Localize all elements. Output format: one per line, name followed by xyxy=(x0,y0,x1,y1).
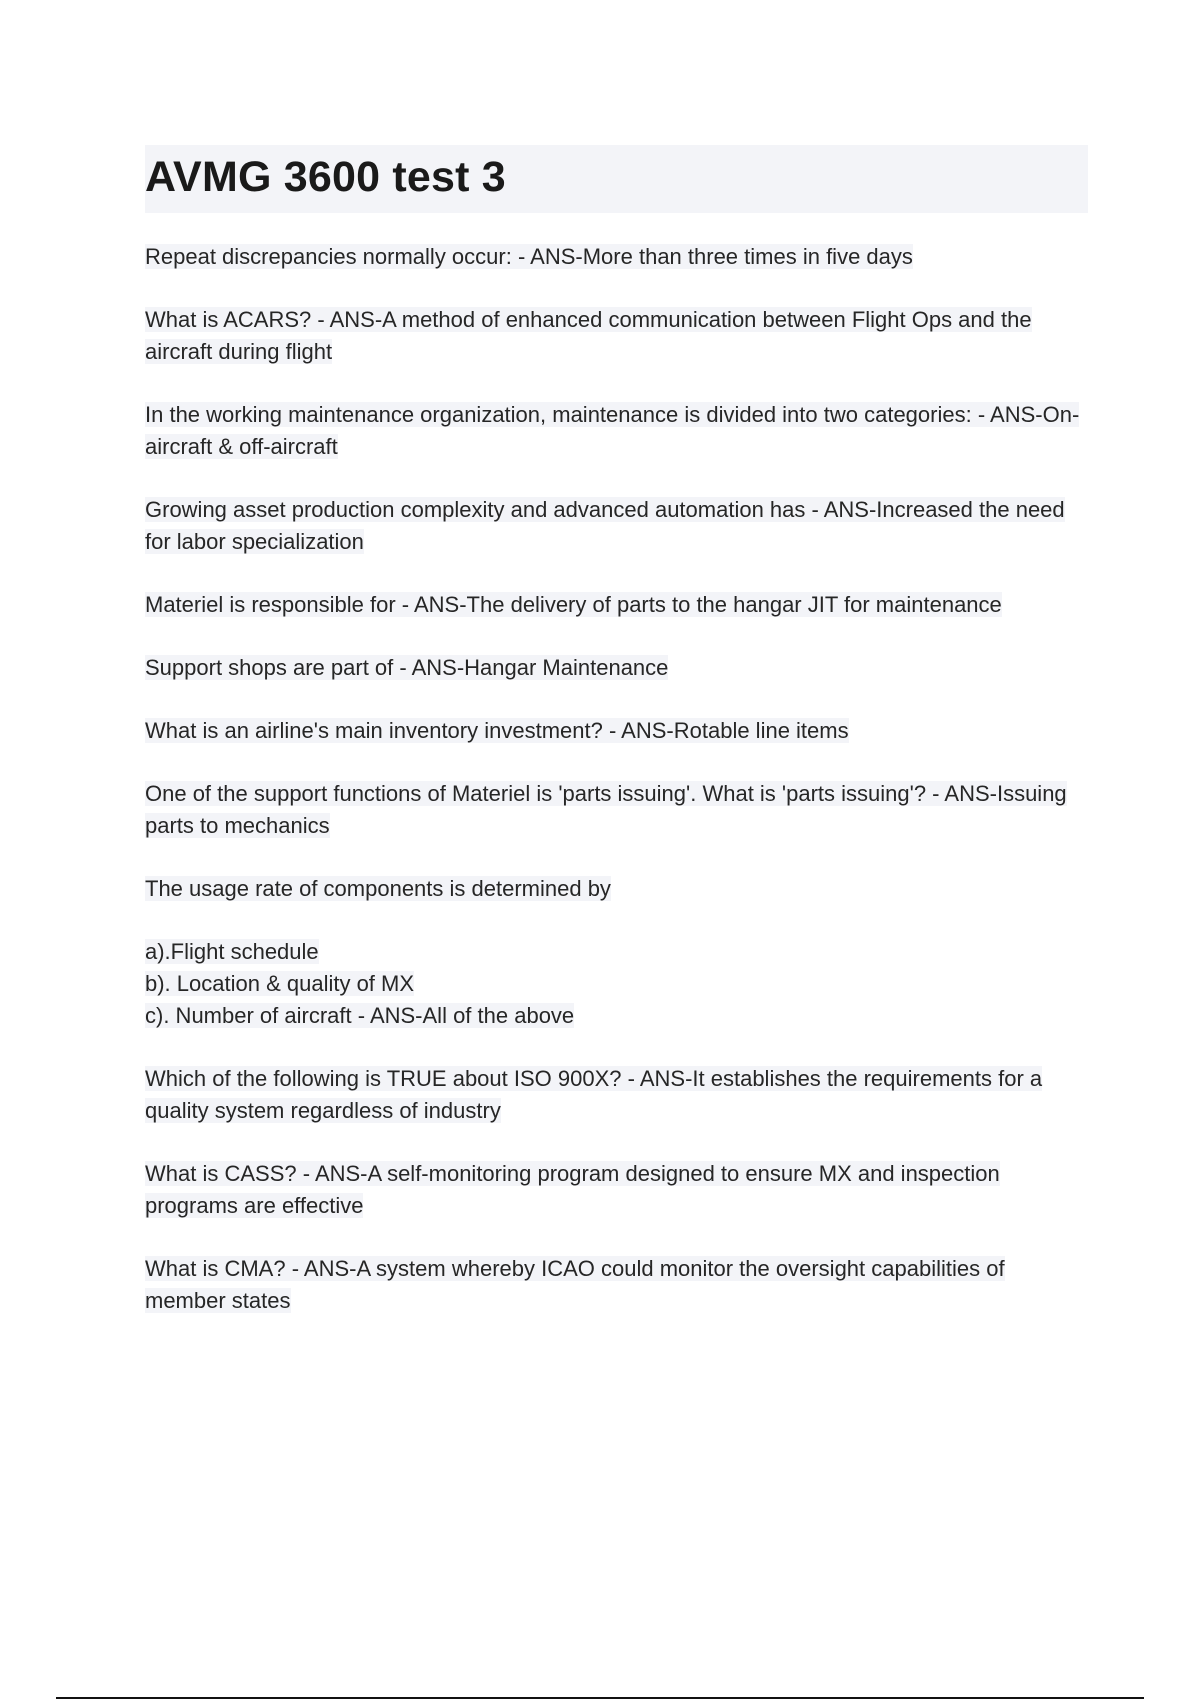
title-bar xyxy=(145,145,1088,213)
qa-entry-10 xyxy=(145,1063,1090,1127)
qa-entry-text: What is CMA? - ANS-A system whereby ICAO could monitor the oversight capabilities of member states xyxy=(145,1256,1005,1313)
option-item xyxy=(145,968,1090,1000)
qa-entry-text: What is ACARS? - ANS-A method of enhanced communication between Flight Ops and the aircraft during flight xyxy=(145,307,1032,364)
qa-entry-5 xyxy=(145,589,1090,621)
option-text: c). Number of aircraft - ANS-All of the above xyxy=(145,1003,575,1028)
qa-entry-12 xyxy=(145,1253,1090,1317)
qa-entry-text: Repeat discrepancies normally occur: - ANS-More than three times in five days xyxy=(145,244,913,269)
qa-entry-text: Growing asset production complexity and advanced automation has - ANS-Increased the need for labor specialization xyxy=(145,497,1065,554)
qa-entry-11 xyxy=(145,1158,1090,1222)
qa-entry-text: Support shops are part of - ANS-Hangar Maintenance xyxy=(145,655,669,680)
qa-entry-3 xyxy=(145,399,1090,463)
qa-entry-1 xyxy=(145,241,1090,273)
qa-entry-text: One of the support functions of Materiel is 'parts issuing'. What is 'parts issuing'? - ANS-Issuing parts to mechanics xyxy=(145,781,1067,838)
option-item xyxy=(145,1000,1090,1032)
option-item xyxy=(145,936,1090,968)
qa-entry-4 xyxy=(145,494,1090,558)
qa-entry-9 xyxy=(145,873,1090,905)
qa-entry-text: Which of the following is TRUE about ISO 900X? - ANS-It establishes the requirements for a quality system regardless of industry xyxy=(145,1066,1043,1123)
qa-options-block xyxy=(145,936,1090,1032)
qa-entry-text: In the working maintenance organization, maintenance is divided into two categories: - ANS-On-aircraft & off-aircraft xyxy=(145,402,1080,459)
footer-divider xyxy=(56,1697,1144,1699)
qa-entry-7 xyxy=(145,715,1090,747)
qa-entry-2 xyxy=(145,304,1090,368)
option-text: b). Location & quality of MX xyxy=(145,971,415,996)
qa-entry-6 xyxy=(145,652,1090,684)
qa-list xyxy=(145,241,1090,1348)
page-title: AVMG 3600 test 3 xyxy=(145,153,506,201)
qa-entry-text: The usage rate of components is determined by xyxy=(145,876,611,901)
qa-entry-text: What is CASS? - ANS-A self-monitoring program designed to ensure MX and inspection programs are effective xyxy=(145,1161,1000,1218)
qa-entry-text: Materiel is responsible for - ANS-The delivery of parts to the hangar JIT for maintenance xyxy=(145,592,1002,617)
option-text: a).Flight schedule xyxy=(145,939,319,964)
qa-entry-8 xyxy=(145,778,1090,842)
qa-entry-text: What is an airline's main inventory investment? - ANS-Rotable line items xyxy=(145,718,849,743)
